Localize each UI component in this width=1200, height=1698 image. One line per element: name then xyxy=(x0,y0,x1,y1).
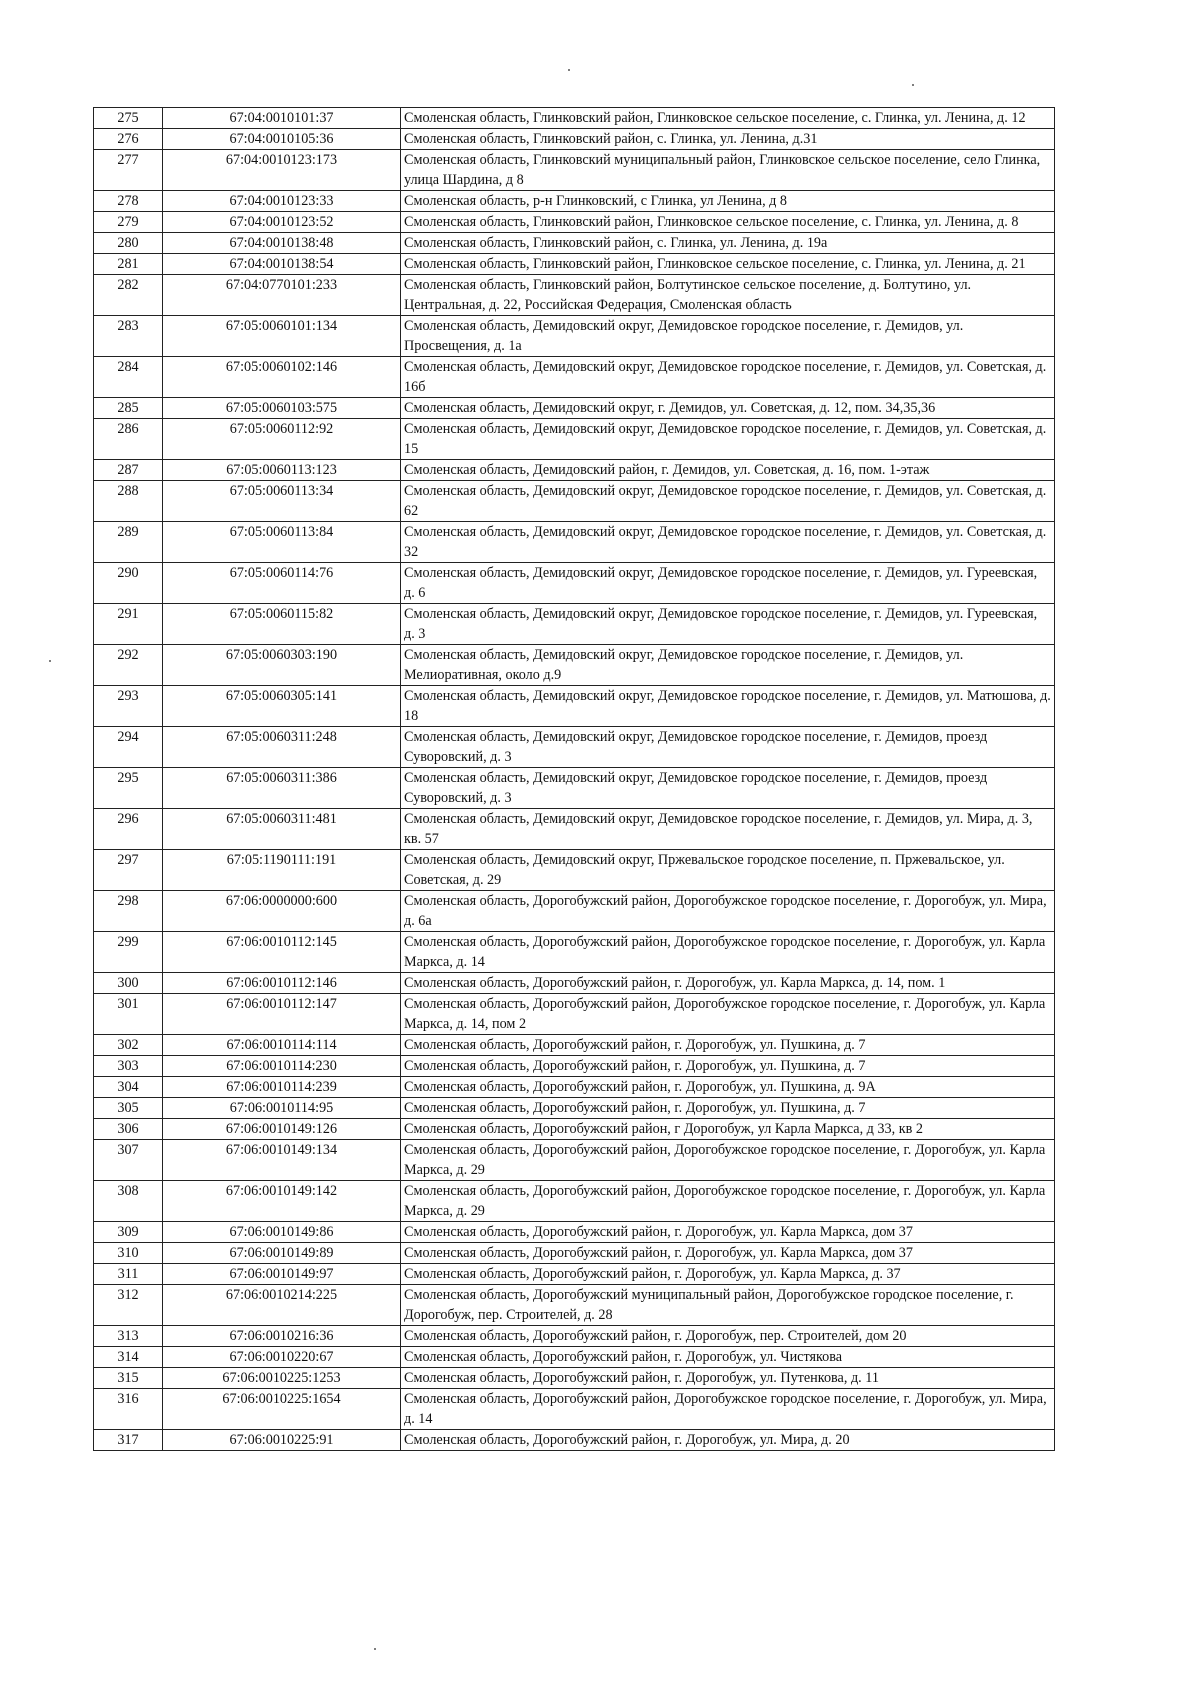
cadastral-number: 67:04:0010123:173 xyxy=(163,150,401,191)
table-row xyxy=(94,850,1055,891)
address: Смоленская область, Демидовский округ, Демидовское городское поселение, г. Демидов, ул. Мира, д. 3, кв. 57 xyxy=(401,809,1055,850)
table-row xyxy=(94,563,1055,604)
cadastral-number: 67:06:0010216:36 xyxy=(163,1326,401,1347)
scan-speck xyxy=(568,69,570,71)
address: Смоленская область, Демидовский округ, Демидовское городское поселение, г. Демидов, ул. Просвещения, д. 1а xyxy=(401,316,1055,357)
cadastral-number: 67:06:0010149:86 xyxy=(163,1222,401,1243)
row-number: 297 xyxy=(94,850,163,891)
address: Смоленская область, Дорогобужский район, г. Дорогобуж, ул. Пушкина, д. 7 xyxy=(401,1056,1055,1077)
row-number: 277 xyxy=(94,150,163,191)
table-row xyxy=(94,1098,1055,1119)
row-number: 301 xyxy=(94,994,163,1035)
row-number: 304 xyxy=(94,1077,163,1098)
cadastral-number: 67:04:0010101:37 xyxy=(163,108,401,129)
row-number: 275 xyxy=(94,108,163,129)
row-number: 276 xyxy=(94,129,163,150)
cadastral-number: 67:05:0060113:123 xyxy=(163,460,401,481)
row-number: 315 xyxy=(94,1368,163,1389)
table-row xyxy=(94,254,1055,275)
address: Смоленская область, Дорогобужский район, г. Дорогобуж, ул. Карла Маркса, д. 37 xyxy=(401,1264,1055,1285)
address: Смоленская область, Глинковский муниципальный район, Глинковское сельское поселение, село Глинка, улица Шардина, д 8 xyxy=(401,150,1055,191)
row-number: 290 xyxy=(94,563,163,604)
address: Смоленская область, Демидовский округ, Демидовское городское поселение, г. Демидов, проезд Суворовский, д. 3 xyxy=(401,768,1055,809)
cadastral-number: 67:06:0010149:142 xyxy=(163,1181,401,1222)
row-number: 293 xyxy=(94,686,163,727)
table-row xyxy=(94,1285,1055,1326)
address: Смоленская область, Демидовский район, г. Демидов, ул. Советская, д. 16, пом. 1-этаж xyxy=(401,460,1055,481)
address: Смоленская область, Глинковский район, Глинковское сельское поселение, с. Глинка, ул. Ленина, д. 8 xyxy=(401,212,1055,233)
row-number: 288 xyxy=(94,481,163,522)
row-number: 303 xyxy=(94,1056,163,1077)
table-row xyxy=(94,1077,1055,1098)
row-number: 299 xyxy=(94,932,163,973)
address: Смоленская область, р-н Глинковский, с Глинка, ул Ленина, д 8 xyxy=(401,191,1055,212)
row-number: 302 xyxy=(94,1035,163,1056)
address: Смоленская область, Дорогобужский район, Дорогобужское городское поселение, г. Дорогобуж, ул. Мира, д. 6а xyxy=(401,891,1055,932)
address: Смоленская область, Демидовский округ, Демидовское городское поселение, г. Демидов, ул. Матюшова, д. 18 xyxy=(401,686,1055,727)
table-row xyxy=(94,1347,1055,1368)
table-row xyxy=(94,191,1055,212)
table-row xyxy=(94,686,1055,727)
cadastral-number: 67:04:0010105:36 xyxy=(163,129,401,150)
address: Смоленская область, Глинковский район, с. Глинка, ул. Ленина, д. 19а xyxy=(401,233,1055,254)
table-row xyxy=(94,460,1055,481)
registry-body xyxy=(94,108,1055,1451)
cadastral-number: 67:05:0060113:84 xyxy=(163,522,401,563)
row-number: 306 xyxy=(94,1119,163,1140)
address: Смоленская область, Демидовский округ, Демидовское городское поселение, г. Демидов, ул. Советская, д. 16б xyxy=(401,357,1055,398)
table-row xyxy=(94,150,1055,191)
table-row xyxy=(94,233,1055,254)
cadastral-number: 67:06:0000000:600 xyxy=(163,891,401,932)
row-number: 316 xyxy=(94,1389,163,1430)
address: Смоленская область, Дорогобужский район, г. Дорогобуж, ул. Пушкина, д. 7 xyxy=(401,1035,1055,1056)
cadastral-number: 67:06:0010112:146 xyxy=(163,973,401,994)
cadastral-number: 67:06:0010114:230 xyxy=(163,1056,401,1077)
cadastral-number: 67:05:0060303:190 xyxy=(163,645,401,686)
row-number: 300 xyxy=(94,973,163,994)
cadastral-number: 67:05:0060114:76 xyxy=(163,563,401,604)
table-row xyxy=(94,398,1055,419)
table-row xyxy=(94,1264,1055,1285)
table-row xyxy=(94,1389,1055,1430)
table-row xyxy=(94,275,1055,316)
cadastral-number: 67:04:0010138:54 xyxy=(163,254,401,275)
cadastral-number: 67:06:0010149:89 xyxy=(163,1243,401,1264)
address: Смоленская область, Дорогобужский муниципальный район, Дорогобужское городское поселение, г. Дорогобуж, пер. Строителей, д. 28 xyxy=(401,1285,1055,1326)
table-row xyxy=(94,809,1055,850)
scan-speck xyxy=(374,1648,376,1650)
table-row xyxy=(94,891,1055,932)
cadastral-number: 67:06:0010214:225 xyxy=(163,1285,401,1326)
cadastral-number: 67:05:0060115:82 xyxy=(163,604,401,645)
cadastral-number: 67:06:0010112:147 xyxy=(163,994,401,1035)
cadastral-number: 67:05:0060311:481 xyxy=(163,809,401,850)
table-row xyxy=(94,1140,1055,1181)
table-row xyxy=(94,316,1055,357)
cadastral-number: 67:05:0060311:386 xyxy=(163,768,401,809)
cadastral-number: 67:05:0060311:248 xyxy=(163,727,401,768)
cadastral-number: 67:06:0010114:239 xyxy=(163,1077,401,1098)
address: Смоленская область, Глинковский район, Глинковское сельское поселение, с. Глинка, ул. Ленина, д. 12 xyxy=(401,108,1055,129)
cadastral-number: 67:06:0010114:95 xyxy=(163,1098,401,1119)
cadastral-number: 67:04:0770101:233 xyxy=(163,275,401,316)
row-number: 305 xyxy=(94,1098,163,1119)
address: Смоленская область, Дорогобужский район, г. Дорогобуж, ул. Чистякова xyxy=(401,1347,1055,1368)
cadastral-number: 67:06:0010225:91 xyxy=(163,1430,401,1451)
cadastral-number: 67:05:0060102:146 xyxy=(163,357,401,398)
address: Смоленская область, Демидовский округ, Демидовское городское поселение, г. Демидов, ул. Гуреевская, д. 6 xyxy=(401,563,1055,604)
cadastral-number: 67:06:0010225:1253 xyxy=(163,1368,401,1389)
table-row xyxy=(94,108,1055,129)
row-number: 289 xyxy=(94,522,163,563)
address: Смоленская область, Дорогобужский район, Дорогобужское городское поселение, г. Дорогобуж, ул. Карла Маркса, д. 14 xyxy=(401,932,1055,973)
cadastral-number: 67:05:0060305:141 xyxy=(163,686,401,727)
table-row xyxy=(94,129,1055,150)
row-number: 282 xyxy=(94,275,163,316)
table-row xyxy=(94,419,1055,460)
address: Смоленская область, Демидовский округ, Демидовское городское поселение, г. Демидов, проезд Суворовский, д. 3 xyxy=(401,727,1055,768)
table-row xyxy=(94,932,1055,973)
cadastral-number: 67:06:0010149:97 xyxy=(163,1264,401,1285)
row-number: 281 xyxy=(94,254,163,275)
row-number: 296 xyxy=(94,809,163,850)
row-number: 279 xyxy=(94,212,163,233)
address: Смоленская область, Демидовский округ, г. Демидов, ул. Советская, д. 12, пом. 34,35,36 xyxy=(401,398,1055,419)
address: Смоленская область, Дорогобужский район, г. Дорогобуж, ул. Пушкина, д. 7 xyxy=(401,1098,1055,1119)
address: Смоленская область, Дорогобужский район, г. Дорогобуж, ул. Карла Маркса, дом 37 xyxy=(401,1243,1055,1264)
row-number: 310 xyxy=(94,1243,163,1264)
table-row xyxy=(94,1035,1055,1056)
table-row xyxy=(94,1326,1055,1347)
address: Смоленская область, Демидовский округ, Демидовское городское поселение, г. Демидов, ул. Советская, д. 62 xyxy=(401,481,1055,522)
cadastral-number: 67:06:0010225:1654 xyxy=(163,1389,401,1430)
cadastral-number: 67:06:0010149:126 xyxy=(163,1119,401,1140)
cadastral-number: 67:04:0010123:52 xyxy=(163,212,401,233)
table-row xyxy=(94,645,1055,686)
table-row xyxy=(94,1430,1055,1451)
row-number: 278 xyxy=(94,191,163,212)
cadastral-number: 67:06:0010149:134 xyxy=(163,1140,401,1181)
cadastral-number: 67:05:1190111:191 xyxy=(163,850,401,891)
row-number: 295 xyxy=(94,768,163,809)
table-row xyxy=(94,1222,1055,1243)
row-number: 308 xyxy=(94,1181,163,1222)
table-row xyxy=(94,994,1055,1035)
row-number: 298 xyxy=(94,891,163,932)
address: Смоленская область, Демидовский округ, Пржевальское городское поселение, п. Пржевальское, ул. Советская, д. 29 xyxy=(401,850,1055,891)
row-number: 283 xyxy=(94,316,163,357)
row-number: 313 xyxy=(94,1326,163,1347)
address: Смоленская область, Глинковский район, Глинковское сельское поселение, с. Глинка, ул. Ленина, д. 21 xyxy=(401,254,1055,275)
table-row xyxy=(94,1243,1055,1264)
address: Смоленская область, Дорогобужский район, Дорогобужское городское поселение, г. Дорогобуж, ул. Карла Маркса, д. 29 xyxy=(401,1140,1055,1181)
row-number: 280 xyxy=(94,233,163,254)
table-row xyxy=(94,1368,1055,1389)
address: Смоленская область, Дорогобужский район, г. Дорогобуж, ул. Пушкина, д. 9А xyxy=(401,1077,1055,1098)
row-number: 311 xyxy=(94,1264,163,1285)
address: Смоленская область, Глинковский район, Болтутинское сельское поселение, д. Болтутино, ул. Центральная, д. 22, Российская Федерация, Смоленская область xyxy=(401,275,1055,316)
address: Смоленская область, Дорогобужский район, Дорогобужское городское поселение, г. Дорогобуж, ул. Карла Маркса, д. 29 xyxy=(401,1181,1055,1222)
cadastral-number: 67:05:0060112:92 xyxy=(163,419,401,460)
table-row xyxy=(94,357,1055,398)
cadastral-number: 67:06:0010114:114 xyxy=(163,1035,401,1056)
cadastral-number: 67:06:0010112:145 xyxy=(163,932,401,973)
table-row xyxy=(94,1119,1055,1140)
table-row xyxy=(94,481,1055,522)
cadastral-number: 67:05:0060113:34 xyxy=(163,481,401,522)
row-number: 294 xyxy=(94,727,163,768)
row-number: 312 xyxy=(94,1285,163,1326)
row-number: 286 xyxy=(94,419,163,460)
address: Смоленская область, Демидовский округ, Демидовское городское поселение, г. Демидов, ул. Советская, д. 32 xyxy=(401,522,1055,563)
address: Смоленская область, Дорогобужский район, г. Дорогобуж, ул. Карла Маркса, д. 14, пом. 1 xyxy=(401,973,1055,994)
row-number: 291 xyxy=(94,604,163,645)
table-row xyxy=(94,768,1055,809)
address: Смоленская область, Демидовский округ, Демидовское городское поселение, г. Демидов, ул. Мелиоративная, около д.9 xyxy=(401,645,1055,686)
scan-speck xyxy=(912,84,914,86)
cadastral-registry-table xyxy=(93,107,1055,1451)
address: Смоленская область, Дорогобужский район, Дорогобужское городское поселение, г. Дорогобуж, ул. Карла Маркса, д. 14, пом 2 xyxy=(401,994,1055,1035)
address: Смоленская область, Демидовский округ, Демидовское городское поселение, г. Демидов, ул. Гуреевская, д. 3 xyxy=(401,604,1055,645)
row-number: 309 xyxy=(94,1222,163,1243)
address: Смоленская область, Дорогобужский район, г. Дорогобуж, пер. Строителей, дом 20 xyxy=(401,1326,1055,1347)
address: Смоленская область, Дорогобужский район, г. Дорогобуж, ул. Путенкова, д. 11 xyxy=(401,1368,1055,1389)
address: Смоленская область, Дорогобужский район, г Дорогобуж, ул Карла Маркса, д 33, кв 2 xyxy=(401,1119,1055,1140)
scan-speck xyxy=(49,660,51,662)
row-number: 284 xyxy=(94,357,163,398)
address: Смоленская область, Дорогобужский район, г. Дорогобуж, ул. Мира, д. 20 xyxy=(401,1430,1055,1451)
row-number: 292 xyxy=(94,645,163,686)
row-number: 285 xyxy=(94,398,163,419)
table-row xyxy=(94,604,1055,645)
table-row xyxy=(94,212,1055,233)
row-number: 287 xyxy=(94,460,163,481)
address: Смоленская область, Глинковский район, с. Глинка, ул. Ленина, д.31 xyxy=(401,129,1055,150)
cadastral-number: 67:05:0060101:134 xyxy=(163,316,401,357)
cadastral-number: 67:04:0010123:33 xyxy=(163,191,401,212)
row-number: 314 xyxy=(94,1347,163,1368)
address: Смоленская область, Дорогобужский район, г. Дорогобуж, ул. Карла Маркса, дом 37 xyxy=(401,1222,1055,1243)
table-row xyxy=(94,727,1055,768)
cadastral-number: 67:06:0010220:67 xyxy=(163,1347,401,1368)
row-number: 307 xyxy=(94,1140,163,1181)
table-row xyxy=(94,973,1055,994)
table-row xyxy=(94,1181,1055,1222)
cadastral-number: 67:05:0060103:575 xyxy=(163,398,401,419)
row-number: 317 xyxy=(94,1430,163,1451)
cadastral-number: 67:04:0010138:48 xyxy=(163,233,401,254)
address: Смоленская область, Дорогобужский район, Дорогобужское городское поселение, г. Дорогобуж, ул. Мира, д. 14 xyxy=(401,1389,1055,1430)
table-row xyxy=(94,522,1055,563)
address: Смоленская область, Демидовский округ, Демидовское городское поселение, г. Демидов, ул. Советская, д. 15 xyxy=(401,419,1055,460)
table-row xyxy=(94,1056,1055,1077)
